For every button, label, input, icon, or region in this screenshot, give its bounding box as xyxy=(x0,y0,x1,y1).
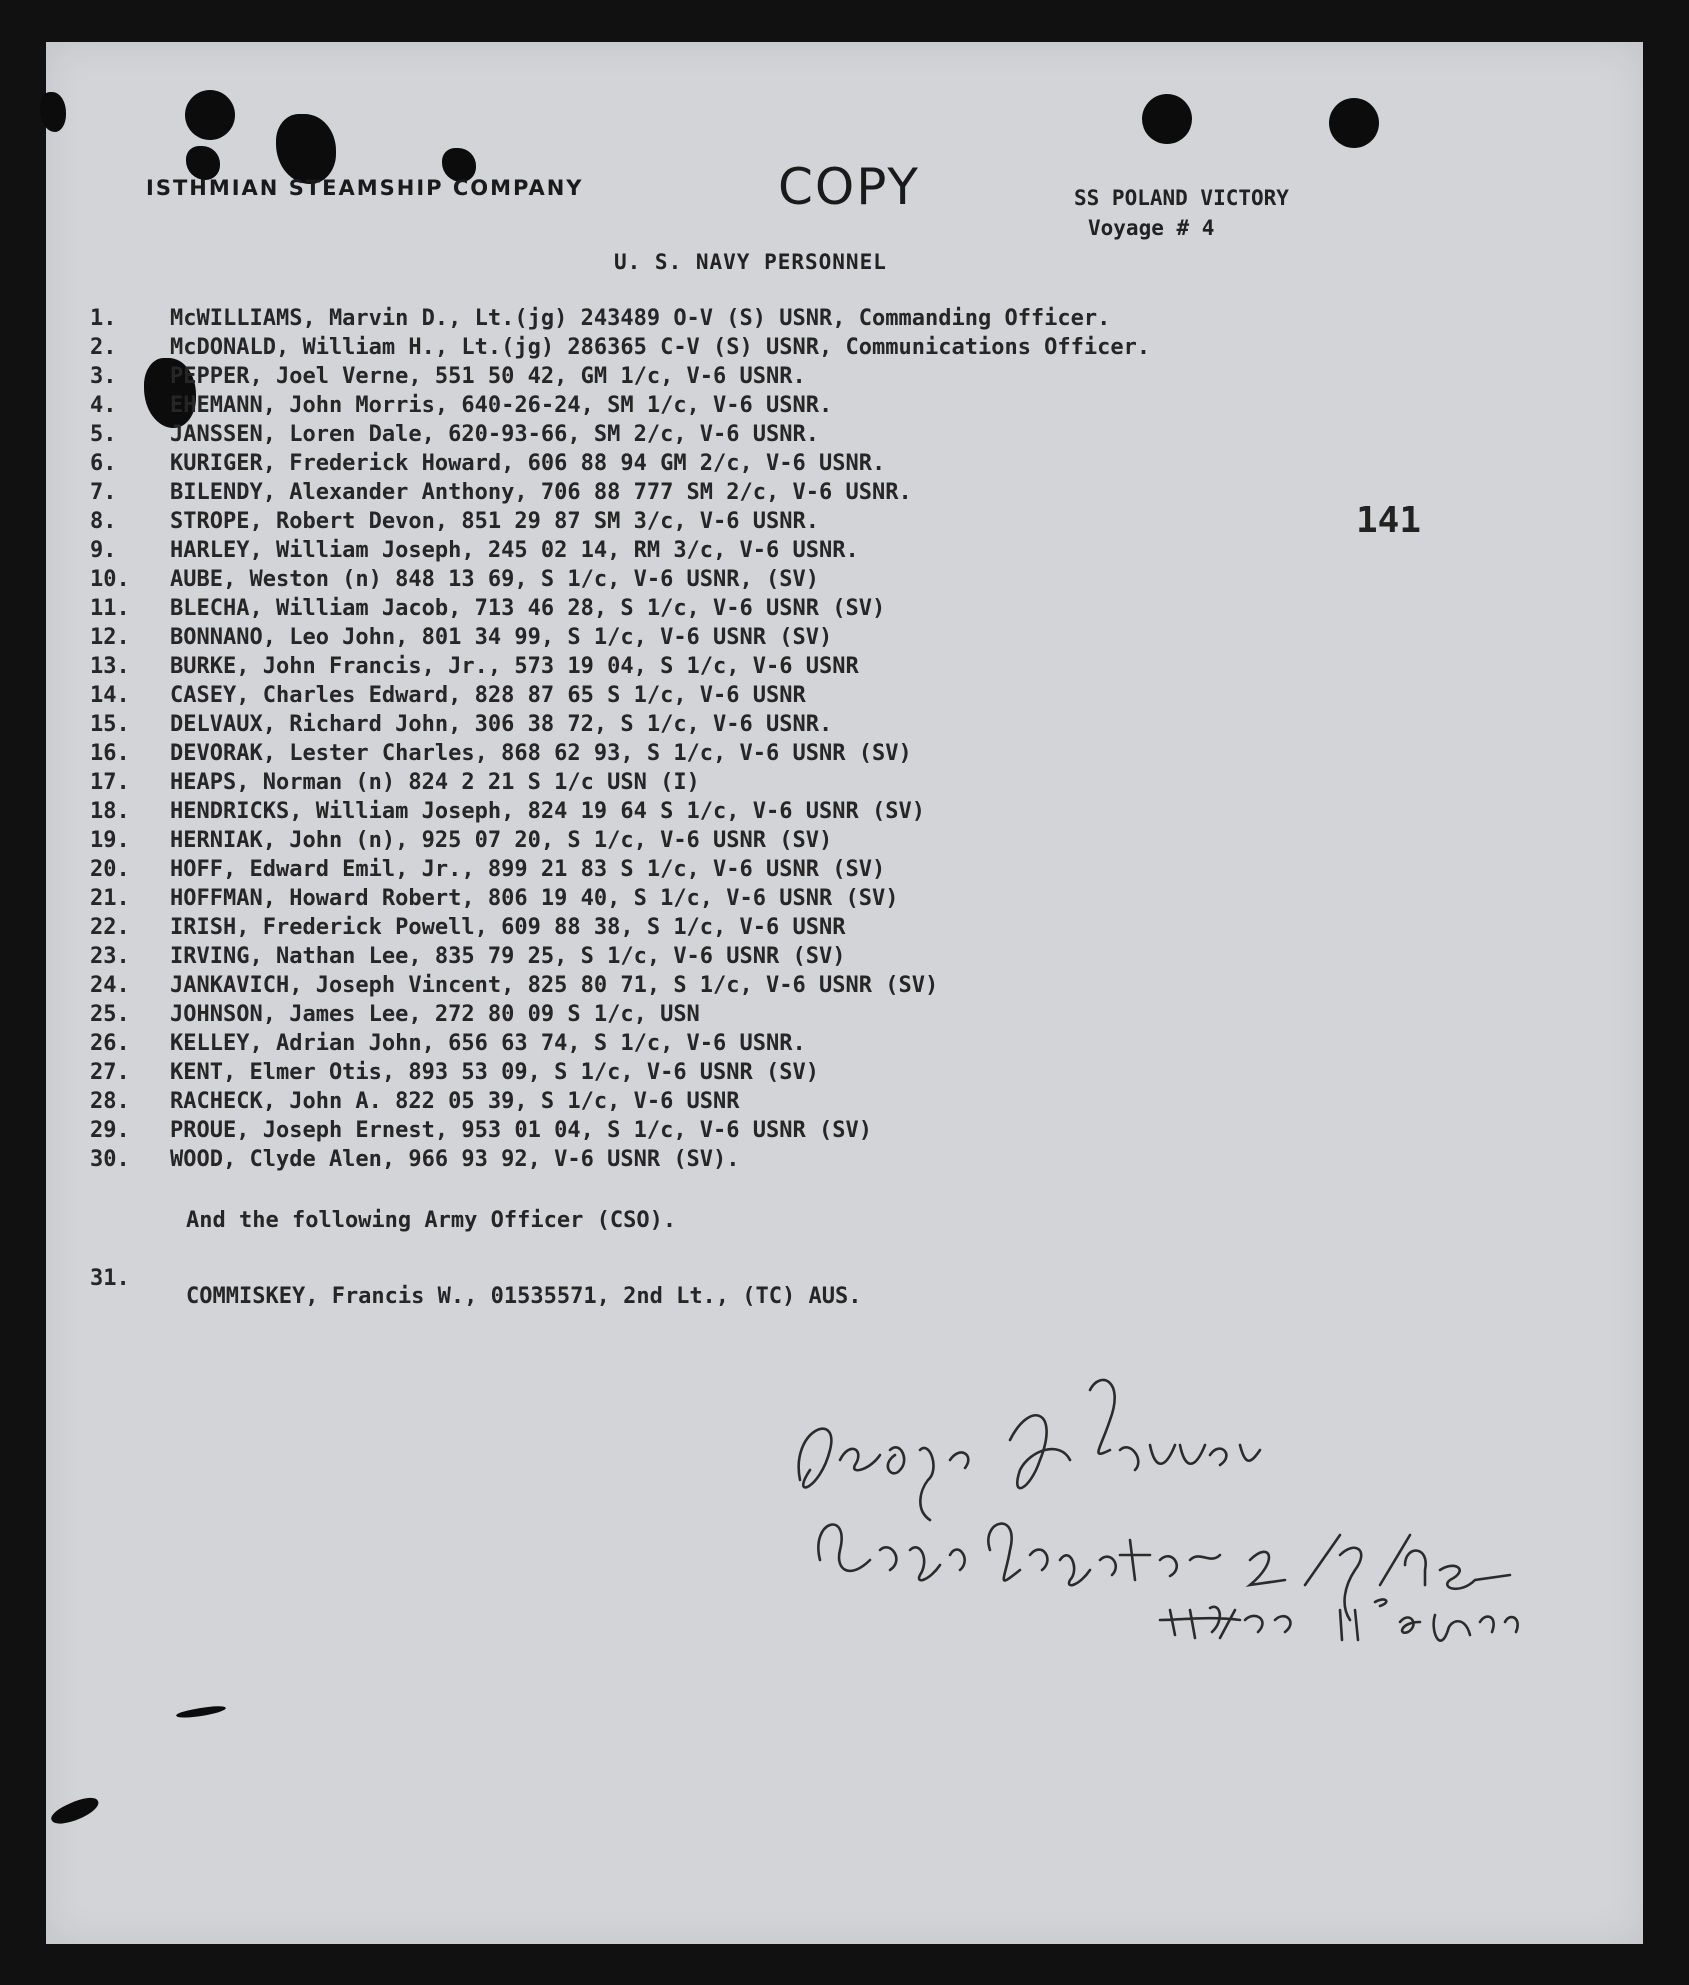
entry-number: 18. xyxy=(90,799,130,824)
entry-number: 1. xyxy=(90,306,117,331)
personnel-entry: BURKE, John Francis, Jr., 573 19 04, S 1/c, V-6 USNR xyxy=(170,654,859,679)
ink-blot xyxy=(176,1704,227,1721)
punch-hole xyxy=(185,90,235,140)
voyage-number: Voyage # 4 xyxy=(1088,216,1215,240)
personnel-entry: JOHNSON, James Lee, 272 80 09 S 1/c, USN xyxy=(170,1002,700,1027)
entry-number: 25. xyxy=(90,1002,130,1027)
ink-blot xyxy=(49,1792,102,1829)
personnel-entry: HERNIAK, John (n), 925 07 20, S 1/c, V-6 USNR (SV) xyxy=(170,828,833,853)
list-item xyxy=(86,654,1150,683)
entry-number: 7. xyxy=(90,480,117,505)
entry-number: 10. xyxy=(90,567,130,592)
list-item xyxy=(86,509,1150,538)
entry-number: 23. xyxy=(90,944,130,969)
personnel-entry: IRISH, Frederick Powell, 609 88 38, S 1/c, V-6 USNR xyxy=(170,915,846,940)
entry-number: 28. xyxy=(90,1089,130,1114)
list-item xyxy=(86,567,1150,596)
ink-blot xyxy=(40,92,66,132)
list-item xyxy=(86,886,1150,915)
list-item xyxy=(86,625,1150,654)
list-item xyxy=(86,335,1150,364)
entry-number: 11. xyxy=(90,596,130,621)
list-item xyxy=(86,857,1150,886)
personnel-entry: JANKAVICH, Joseph Vincent, 825 80 71, S 1/c, V-6 USNR (SV) xyxy=(170,973,939,998)
list-item xyxy=(86,393,1150,422)
list-item xyxy=(86,451,1150,480)
entry-number: 19. xyxy=(90,828,130,853)
list-item xyxy=(86,480,1150,509)
list-item xyxy=(86,1031,1150,1060)
entry-number: 22. xyxy=(90,915,130,940)
entry-number: 24. xyxy=(90,973,130,998)
list-item xyxy=(86,306,1150,335)
list-item xyxy=(86,973,1150,1002)
list-item xyxy=(86,683,1150,712)
personnel-entry: McDONALD, William H., Lt.(jg) 286365 C-V (S) USNR, Communications Officer. xyxy=(170,335,1151,360)
personnel-entry: IRVING, Nathan Lee, 835 79 25, S 1/c, V-6 USNR (SV) xyxy=(170,944,846,969)
list-item xyxy=(86,1118,1150,1147)
personnel-entry: McWILLIAMS, Marvin D., Lt.(jg) 243489 O-V (S) USNR, Commanding Officer. xyxy=(170,306,1111,331)
entry-number: 2. xyxy=(90,335,117,360)
entry-number: 20. xyxy=(90,857,130,882)
army-entry-number: 31. xyxy=(90,1266,130,1291)
entry-number: 6. xyxy=(90,451,117,476)
document-title: U. S. NAVY PERSONNEL xyxy=(614,250,887,274)
entry-number: 17. xyxy=(90,770,130,795)
list-item xyxy=(86,1060,1150,1089)
list-item xyxy=(86,364,1150,393)
ink-blot xyxy=(276,114,336,184)
personnel-entry: KELLEY, Adrian John, 656 63 74, S 1/c, V-6 USNR. xyxy=(170,1031,806,1056)
list-item xyxy=(86,596,1150,625)
personnel-entry: PEPPER, Joel Verne, 551 50 42, GM 1/c, V-6 USNR. xyxy=(170,364,806,389)
list-item xyxy=(86,1002,1150,1031)
copy-stamp: COPY xyxy=(778,158,920,216)
punch-hole xyxy=(1329,98,1379,148)
personnel-entry: CASEY, Charles Edward, 828 87 65 S 1/c, V-6 USNR xyxy=(170,683,806,708)
list-item xyxy=(86,1147,1150,1176)
entry-number: 9. xyxy=(90,538,117,563)
entry-number: 16. xyxy=(90,741,130,766)
list-item xyxy=(86,741,1150,770)
personnel-entry: EHEMANN, John Morris, 640-26-24, SM 1/c, V-6 USNR. xyxy=(170,393,833,418)
personnel-entry: JANSSEN, Loren Dale, 620-93-66, SM 2/c, V-6 USNR. xyxy=(170,422,820,447)
list-item xyxy=(86,828,1150,857)
handwritten-signature xyxy=(780,1370,1580,1670)
personnel-entry: BLECHA, William Jacob, 713 46 28, S 1/c, V-6 USNR (SV) xyxy=(170,596,886,621)
list-item xyxy=(86,538,1150,567)
entry-number: 5. xyxy=(90,422,117,447)
entry-number: 12. xyxy=(90,625,130,650)
entry-number: 14. xyxy=(90,683,130,708)
entry-number: 13. xyxy=(90,654,130,679)
personnel-entry: PROUE, Joseph Ernest, 953 01 04, S 1/c, V-6 USNR (SV) xyxy=(170,1118,872,1143)
personnel-entry: HARLEY, William Joseph, 245 02 14, RM 3/c, V-6 USNR. xyxy=(170,538,859,563)
personnel-entry: AUBE, Weston (n) 848 13 69, S 1/c, V-6 USNR, (SV) xyxy=(170,567,820,592)
personnel-entry: RACHECK, John A. 822 05 39, S 1/c, V-6 USNR xyxy=(170,1089,740,1114)
personnel-entry: KENT, Elmer Otis, 893 53 09, S 1/c, V-6 USNR (SV) xyxy=(170,1060,820,1085)
list-item xyxy=(86,799,1150,828)
entry-number: 26. xyxy=(90,1031,130,1056)
personnel-entry: HOFFMAN, Howard Robert, 806 19 40, S 1/c, V-6 USNR (SV) xyxy=(170,886,899,911)
entry-number: 21. xyxy=(90,886,130,911)
personnel-entry: HOFF, Edward Emil, Jr., 899 21 83 S 1/c, V-6 USNR (SV) xyxy=(170,857,886,882)
personnel-list xyxy=(86,306,1150,1176)
punch-hole xyxy=(1142,94,1192,144)
entry-number: 8. xyxy=(90,509,117,534)
personnel-entry: BONNANO, Leo John, 801 34 99, S 1/c, V-6 USNR (SV) xyxy=(170,625,833,650)
entry-number: 15. xyxy=(90,712,130,737)
list-item xyxy=(86,770,1150,799)
page-number: 141 xyxy=(1356,500,1422,541)
entry-number: 29. xyxy=(90,1118,130,1143)
entry-number: 4. xyxy=(90,393,117,418)
entry-number: 27. xyxy=(90,1060,130,1085)
ship-name: SS POLAND VICTORY xyxy=(1074,186,1289,210)
personnel-entry: HENDRICKS, William Joseph, 824 19 64 S 1/c, V-6 USNR (SV) xyxy=(170,799,925,824)
personnel-entry: DEVORAK, Lester Charles, 868 62 93, S 1/c, V-6 USNR (SV) xyxy=(170,741,912,766)
personnel-entry: KURIGER, Frederick Howard, 606 88 94 GM 2/c, V-6 USNR. xyxy=(170,451,886,476)
army-officer-note: And the following Army Officer (CSO). xyxy=(186,1208,677,1233)
personnel-entry: BILENDY, Alexander Anthony, 706 88 777 SM 2/c, V-6 USNR. xyxy=(170,480,912,505)
entry-number: 30. xyxy=(90,1147,130,1172)
list-item xyxy=(86,1089,1150,1118)
list-item xyxy=(86,944,1150,973)
army-officer-entry: COMMISKEY, Francis W., 01535571, 2nd Lt., (TC) AUS. xyxy=(186,1284,862,1309)
personnel-entry: STROPE, Robert Devon, 851 29 87 SM 3/c, V-6 USNR. xyxy=(170,509,820,534)
list-item xyxy=(86,422,1150,451)
personnel-entry: WOOD, Clyde Alen, 966 93 92, V-6 USNR (SV). xyxy=(170,1147,740,1172)
list-item xyxy=(86,712,1150,741)
personnel-entry: DELVAUX, Richard John, 306 38 72, S 1/c, V-6 USNR. xyxy=(170,712,833,737)
ink-blot xyxy=(186,146,220,180)
company-name: ISTHMIAN STEAMSHIP COMPANY xyxy=(146,176,584,200)
entry-number: 3. xyxy=(90,364,117,389)
list-item xyxy=(86,915,1150,944)
personnel-entry: HEAPS, Norman (n) 824 2 21 S 1/c USN (I) xyxy=(170,770,700,795)
